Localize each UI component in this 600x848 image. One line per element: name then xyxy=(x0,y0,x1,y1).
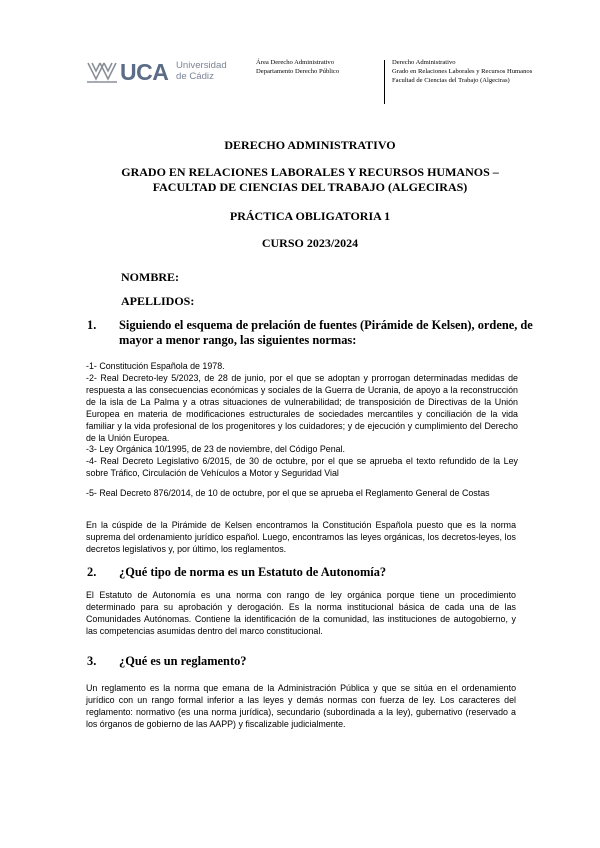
question-text: ¿Qué es un reglamento? xyxy=(119,654,247,668)
list-item: -5- Real Decreto 876/2014, de 10 de octubre, por el que se aprueba el Reglamento General de Costas xyxy=(86,488,490,498)
header-department-block xyxy=(256,58,376,76)
question-text: ¿Qué tipo de norma es un Estatuto de Autonomía? xyxy=(119,565,387,579)
list-item: -4- Real Decreto Legislativo 6/2015, de 30 de octubre, por el que se aprueba el texto refundido de la Ley sobre Tráfico, Circulación de Vehículos a Motor y Seguridad Vial xyxy=(86,456,518,478)
degree-title-line2: FACULTAD DE CIENCIAS DEL TRABAJO (ALGECIRAS) xyxy=(152,180,468,194)
question-number: 1. xyxy=(87,318,97,332)
answer-2: El Estatuto de Autonomía es una norma con rango de ley orgánica porque tiene un procedimiento determinado para su aprobación y derogación. Es la norma institucional básica de cada una de las Comunidades Autónomas. Contiene la identificación de la comunidad, las instituciones de autogobierno, y las competencias asumidas dentro del marco constitucional. xyxy=(86,590,516,636)
answer-1: En la cúspide de la Pirámide de Kelsen encontramos la Constitución Española puesto que es la norma suprema del ordenamiento jurídico español. Luego, encontramos las leyes orgánicas, los decretos-leyes, los decretos legislativos y, por último, los reglamentos. xyxy=(86,520,516,554)
header-faculty: Facultad de Ciencias del Trabajo (Algeciras) xyxy=(392,77,510,85)
list-item: -1- Constitución Española de 1978. xyxy=(86,361,225,371)
question-text: Siguiendo el esquema de prelación de fuentes (Pirámide de Kelsen), ordene, de mayor a menor rango, las siguientes normas: xyxy=(119,318,533,347)
header-subject: Derecho Administrativo xyxy=(392,59,456,66)
header-degree: Grado en Relaciones Laborales y Recursos Humanos xyxy=(392,68,533,76)
logo-university-text: Universidad de Cádiz xyxy=(176,60,227,82)
list-item: -2- Real Decreto-ley 5/2023, de 28 de junio, por el que se adoptan y prorrogan determinadas medidas de respuesta a las consecuencias económicas y sociales de la Guerra de Ucrania, de apoyo a la reconstrucción de la isla de La Palma y a otras situaciones de vulnerabilidad; de transposición de Directivas de la Unión Europea en materia de modificaciones estructurales de sociedades mercantiles y conciliación de la vida familiar y la vida profesional de los progenitores y los cuidadores; y de ejecución y cumplimiento del Derecho de la Unión Europea. xyxy=(86,373,518,443)
practice-title: PRÁCTICA OBLIGATORIA 1 xyxy=(229,209,391,223)
page-header xyxy=(0,0,600,110)
logo-wordmark: UCA xyxy=(120,59,169,85)
degree-title-line1: GRADO EN RELACIONES LABORALES Y RECURSOS HUMANOS – xyxy=(121,165,499,179)
surname-label: APELLIDOS: xyxy=(121,294,195,308)
uca-emblem-icon xyxy=(86,57,118,85)
question-number: 2. xyxy=(87,565,97,579)
answer-3: Un reglamento es la norma que emana de la Administración Pública y que se sitúa en el ordenamiento jurídico con un rango formal inferior a las leyes y demás normas con fuerza de ley. Los caracteres del reglamento: normativo (es una norma jurídica), secundario (subordinada a la ley), gubernativo (reservado a los órganos de gobierno de las AAPP) y fiscalizable judicialmente. xyxy=(86,683,516,729)
question-number: 3. xyxy=(87,654,97,668)
course-title: CURSO 2023/2024 xyxy=(261,236,359,250)
subject-title: DERECHO ADMINISTRATIVO xyxy=(224,138,396,152)
header-divider xyxy=(384,60,385,104)
list-item: -3- Ley Orgánica 10/1995, de 23 de noviembre, del Código Penal. xyxy=(86,444,346,454)
header-area: Área Derecho Administrativo xyxy=(256,59,335,66)
document-titles xyxy=(0,138,600,251)
uca-logo xyxy=(86,57,246,93)
name-label: NOMBRE: xyxy=(121,270,179,284)
header-course-block xyxy=(392,58,542,86)
header-department: Departamento Derecho Público xyxy=(256,68,340,76)
